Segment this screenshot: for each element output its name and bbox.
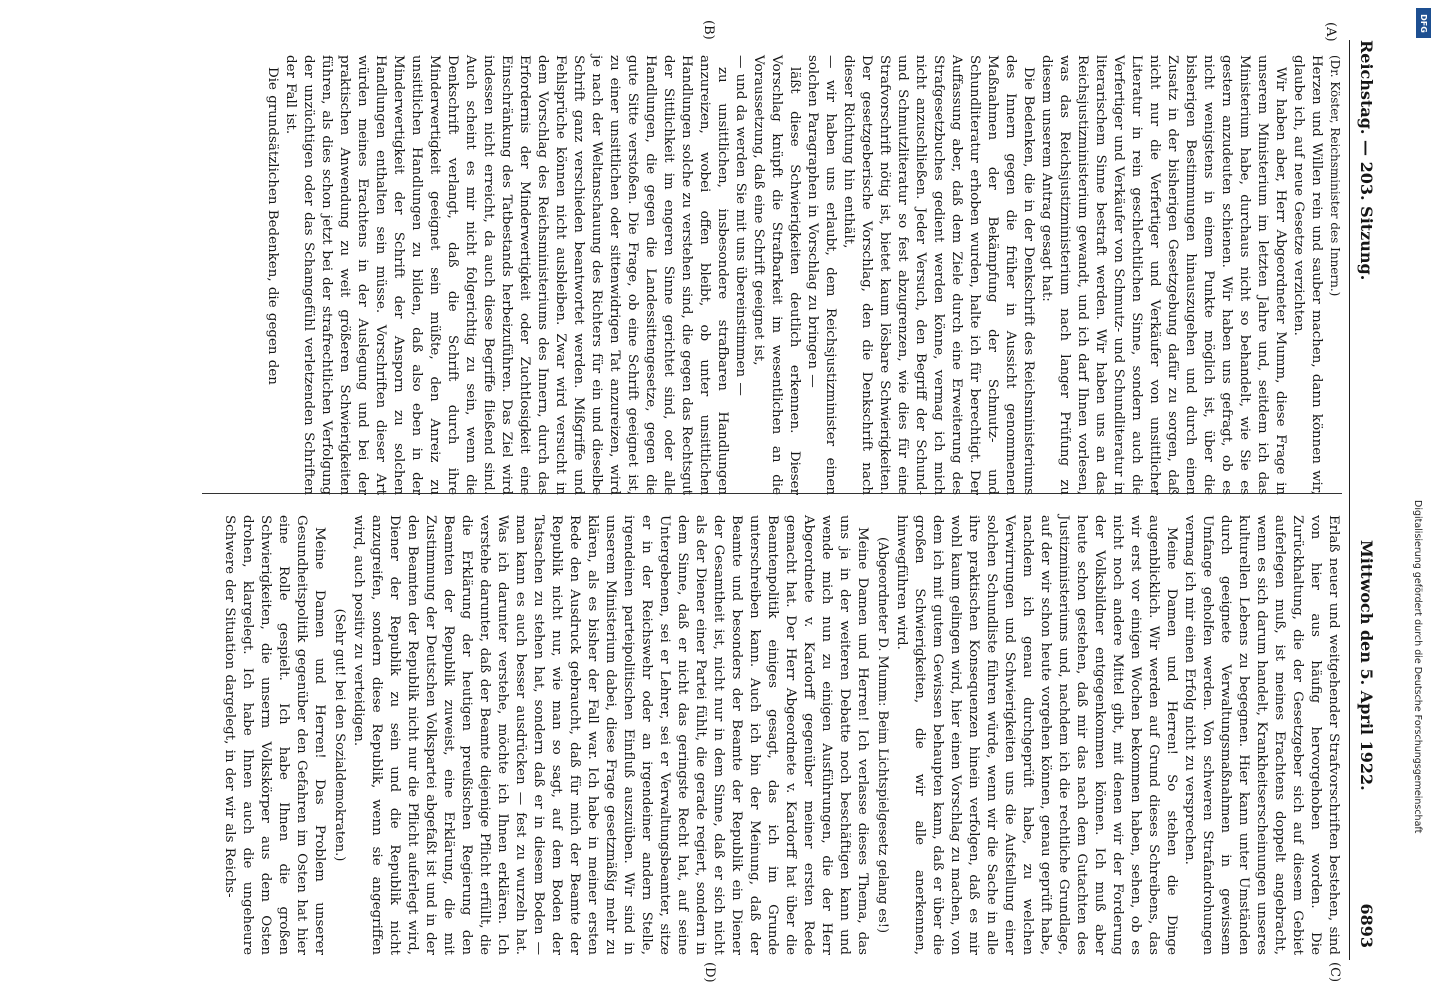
margin-marker-c: (C) — [1327, 962, 1342, 983]
credit-text: Digitalisierung gefördert durch die Deutsche Forschungsgemeinschaft — [1412, 500, 1423, 834]
header-date: Mittwoch den 5. April 1922. — [1357, 540, 1376, 791]
text-paragraph: Die Bedenken, die in der Denkschrift des Reichsministeriums des Innern gegen die früher in Aussicht genommenen Maßnahmen der Bekämpfung der Schmutz- und Schundliteratur erhoben wurden, halte ich für berechtigt. Der Auffassung aber, daß dem Ziele durch eine Erweiterung des Strafgesetzbuches gedient werden könne, vermag ich mich nicht anzuschließen. Jeder Versuch, den Begriff der Schund- und Schmutzliteratur so fest abzugrenzen, wie dies für eine Strafvorschrift nötig ist, bietet kaum lösbare Schwierigkeiten. Der gesetzgeberische Vorschlag, den die Denkschrift nach dieser Richtung hin enthält, — [841, 55, 1036, 495]
column-divider — [202, 493, 1342, 494]
text-paragraph: Meine Damen und Herren! Ich verlasse dieses Thema, das uns ja in der weiteren Debatte noch beschäftigen kann und wende mich nun zu einigen Ausführungen, die der Herr Abgeordnete v. Kardorff gegenüber meiner ersten Rede gemacht hat. Der Herr Abgeordnete v. Kardorff hat über die Beamtenpolitik einiges gesagt, das ich im Grunde unterschreiben kann. Auch ich bin der Meinung, daß der Beamte und besonders der Beamte der Republik ein Diener der Gesamtheit ist, nicht nur in dem Sinne, daß er sich nicht als der Diener einer Partei fühlt, die gerade regiert, sondern in dem Sinne, daß er nicht das geringste Recht hat, auf seine Untergebenen, sei er Lehrer, sei er Verwaltungsbeamter, sitze er in der Reichswehr oder an irgendeiner andern Stelle, irgendeinen parteipolitischen Einfluß auszuüben. Wir sind in unserem Ministerium dabei, diese Frage gesetzmäßig mehr zu klären, als es bisher der Fall war. Ich habe in meiner ersten Rede den Ausdruck gebraucht, daß für mich der Beamte der Republik nicht nur, wie man so sagt, auf dem Boden der Tatsachen zu stehen hat, sondern daß er in diesem Boden — man kann es auch besser ausdrücken — fest zu wurzeln hat. Was ich darunter verstehe, möchte ich Ihnen erklären. Ich verstehe darunter, daß der Beamte diejenige Pflicht erfüllt, die die Erklärung der heutigen preußischen Regierung den Beamten der Republik zuweist, eine Erklärung, die mit Zustimmung der Deutschen Volkspartei abgefaßt ist und in der den Beamten der Republik nicht nur die Pflicht auferlegt wird, Diener der Republik zu sein und die Republik nicht anzugreifen, sondern diese Republik, wenn sie angegriffen wird, auch positiv zu verteidigen. — [351, 515, 870, 955]
header-rule — [1349, 40, 1350, 960]
header-session: Reichstag. — 203. Sitzung. — [1357, 40, 1376, 281]
text-paragraph: Meine Damen und Herren! Das Problem unserer Gesundheitspolitik gegenüber den Gefahren im Osten hat hier eine Rolle gespielt. Ich habe Ihnen die großen Schwierigkeiten, die unserm Volkskörper aus dem Osten drohen, klargelegt. Ich habe Ihnen auch die ungeheure Schwere der Situation dargelegt, in der wir als Reichs- — [222, 515, 327, 955]
text-paragraph: läßt diese Schwierigkeiten deutlich erkennen. Dieser Vorschlag knüpft die Strafbarkeit im wesentlichen an die Voraussetzung, daß eine Schrift geeignet ist, — [751, 55, 802, 495]
margin-marker-b: (B) — [701, 20, 716, 40]
page-header — [1346, 40, 1376, 960]
text-paragraph: zu unsittlichen, insbesondere strafbaren Handlungen anzureizen, wobei offen bleibt, ob unter unsittlichen Handlungen solche zu verstehen sind, die gegen das Rechtsgut der Sittlichkeit im engeren Sinne gerichtet sind, oder alle Handlungen, die gegen die Landessittengesetze, gegen die gute Sitte verstoßen. Die Frage, ob eine Schrift geeignet ist, zu einer unsittlichen oder sittenwidrigen Tat anzureizen, wird je nach der Weltanschauung des Richters für ein und dieselbe Schrift ganz verschieden beantwortet werden. Mißgriffe und Fehlsprüche können nicht ausbleiben. Zwar wird versucht in dem Vorschlag des Reichsministeriums des Innern, durch das Erfordernis der Minderwertigkeit oder Zuchtlosigkeit eine Einschränkung des Tatbestands herbeizuführen. Das Ziel wird indessen nicht erreicht, da auch diese Begriffe fließend sind. Auch scheint es mir nicht folgerichtig zu sein, wenn die Denkschrift verlangt, daß die Schrift durch ihre Minderwertigkeit geeignet sein müßte, den Anreiz zu unsittlichen Handlungen zu bilden, daß also eben in der Minderwertigkeit der Schrift der Ansporn zu solchen Handlungen enthalten sein müsse. Vorschriften dieser Art würden meines Erachtens in der Auslegung und bei der praktischen Anwendung zu weit größeren Schwierigkeiten führen, als dies schon jetzt bei der strafrechtlichen Verfolgung der unzüchtigen oder das Schamgefühl verletzenden Schriften der Fall ist. — [283, 55, 730, 495]
dfg-logo-text: DFG — [1419, 13, 1429, 33]
margin-marker-a: (A) — [1323, 22, 1338, 42]
text-paragraph: — und da werden Sie mit uns übereinstimmen — — [733, 55, 748, 396]
dfg-logo — [1416, 8, 1431, 38]
right-column — [222, 515, 1342, 955]
text-paragraph: Meine Damen und Herren! So stehen die Dinge augenblicklich. Wir werden auf Grund dieses Schreibens, das wir erst vor einigen Wochen bekommen haben, sehen, ob es nicht noch andere Mittel gibt, mit denen wir der Forderung der Volksbildner entgegenkommen können. Ich muß aber heute schon gestehen, daß mir das nach dem Gutachten des Justizministeriums und, nachdem ich die rechtliche Grundlage, auf der wir schon heute vorgehen können, genau geprüft habe, nachdem ich genau durchgeprüft habe, zu welchen Verwirrungen und Schwierigkeiten uns die Aufstellung einer solchen Schundliste führen würde, wenn wir die Sache in alle ihre praktischen Konsequenzen hinein verfolgen, daß es mir wohl kaum gelingen wird, hier einen Vorschlag zu machen, von dem ich mit gutem Gewissen behaupten kann, daß er über die großen Schwierigkeiten, die wir alle anerkennen, hinwegführen wird. — [894, 515, 1179, 955]
interjection: (Abgeordneter D. Mumm: Beim Lichtspielgesetz gelang es!) — [875, 536, 890, 934]
text-paragraph: — wir haben uns erlaubt, dem Reichsjustizminister einen solchen Paragraphen in Vorschlag zu bringen — — [805, 55, 838, 495]
speaker-note: (Dr. Köster, Reichsminister des Innern.) — [1328, 55, 1342, 297]
text-paragraph: Erlaß neuer und weitgehender Strafvorschriften bestehen, sind von hier aus häufig hervorgehoben worden. Die Zurückhaltung, die der Gesetzgeber sich auf diesem Gebiet auferlegen muß, ist meines Erachtens doppelt angebracht, wenn es sich darum handelt, Krankheitserscheinungen unseres kulturellen Lebens zu begegnen. Hier kann unter Umständen durch geeignete Verwaltungsmaßnahmen in gewissem Umfange geholfen werden. Von schweren Strafandrohungen vermag ich mir einen Erfolg nicht zu versprechen. — [1182, 515, 1341, 955]
text-paragraph: Die grundsätzlichen Bedenken, die gegen den — [265, 67, 280, 385]
page-number: 6893 — [1357, 903, 1376, 948]
interjection: (Sehr gut! bei den Sozialdemokraten.) — [332, 608, 347, 862]
text-paragraph: Herzen und Willen rein und sauber machen, dann können wir, glaube ich, auf neue Gesetze verzichten. — [1291, 55, 1324, 495]
margin-marker-d: (D) — [702, 962, 717, 983]
text-paragraph: Wir haben aber, Herr Abgeordneter Mumm, diese Frage in unserem Ministerium im letzten Jahre und, seitdem ich das Ministerium habe, durchaus nicht so behandelt, wie Sie es gestern anzudeuten schienen. Wir haben uns gefragt, ob es nicht wenigstens in einem Punkte möglich ist, über die bisherigen Bestimmungen hinauszugehen und durch einen Zusatz in der bisherigen Gesetzgebung dafür zu sorgen, daß nicht nur die Verfertiger und Verkäufer von unsittlicher Literatur in rein geschlechtlichen Sinne, sondern auch die Verfertiger und Verkäufer von Schmutz- und Schundliteratur in literarischem Sinne bestraft werden. Wir haben uns an das Reichsjustizministerium gewandt, und ich darf Ihnen vorlesen, was das Reichsjustizministerium nach langer Prüfung zu diesem unserem Antrag gesagt hat: — [1039, 55, 1288, 495]
left-column — [234, 55, 1342, 495]
